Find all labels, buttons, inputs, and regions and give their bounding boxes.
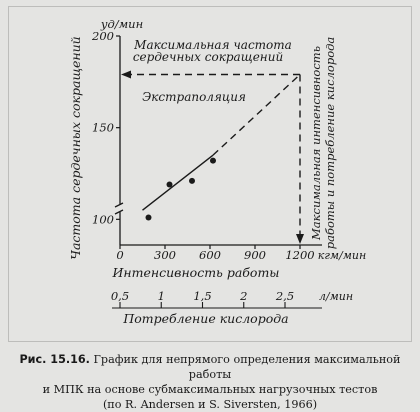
caption-line-1: График для непрямого определения максимальной работы: [93, 353, 401, 381]
x-tick-label-900: 900: [244, 248, 266, 262]
y-tick-label-100: 100: [92, 212, 114, 227]
annotation-max-work-line-2: работы и потребление кислорода: [323, 36, 337, 250]
figure-caption: [8, 352, 412, 412]
x2-tick-label-1,5: 1,5: [193, 289, 212, 303]
annotation-max-work-line-1: Максимальная интенсивность: [309, 46, 323, 240]
x-tick-label-0: 0: [116, 248, 124, 262]
data-point-4: [210, 158, 216, 164]
max-hr-arrowhead: [121, 71, 131, 79]
x2-tick-label-1: 1: [157, 289, 165, 303]
caption-line-2: и МПК на основе субмаксимальных нагрузочных тестов: [42, 383, 378, 396]
y-axis-title: Частота сердечных сокращений: [68, 36, 83, 260]
caption-figure-label: Рис. 15.16.: [19, 353, 90, 366]
x-tick-label-1200: 1200: [285, 248, 315, 262]
annotation-extrapolation: Экстраполяция: [142, 90, 246, 104]
caption-line-3: (по R. Andersen и S. Siversten, 1966): [102, 398, 318, 411]
x-tick-label-600: 600: [199, 248, 221, 262]
data-point-1: [146, 215, 152, 221]
fit-line: [143, 155, 214, 210]
x2-unit-label: л/мин: [318, 290, 354, 303]
annotation-max-hr-line-1: Максимальная частота: [134, 38, 292, 52]
chart-labels: [68, 17, 366, 326]
x2-axis-title: Потребление кислорода: [123, 311, 289, 326]
annotation-max-hr-line-2: сердечных сокращений: [132, 50, 284, 64]
max-work-arrowhead: [296, 234, 304, 244]
x-axis-title: Интенсивность работы: [112, 265, 280, 280]
extrapolation-line: [213, 75, 300, 156]
y-tick-label-200: 200: [92, 29, 114, 43]
y-tick-label-150: 150: [92, 120, 114, 135]
y-unit-label: уд/мин: [100, 17, 144, 31]
x2-tick-label-2,5: 2,5: [275, 289, 295, 303]
y-axis-break: [115, 203, 123, 214]
data-point-3: [189, 178, 195, 184]
x2-tick-label-2: 2: [240, 289, 248, 303]
x-unit-label: кгм/мин: [317, 249, 367, 262]
x-tick-label-300: 300: [154, 248, 176, 262]
x2-tick-label-0,5: 0,5: [110, 289, 130, 303]
